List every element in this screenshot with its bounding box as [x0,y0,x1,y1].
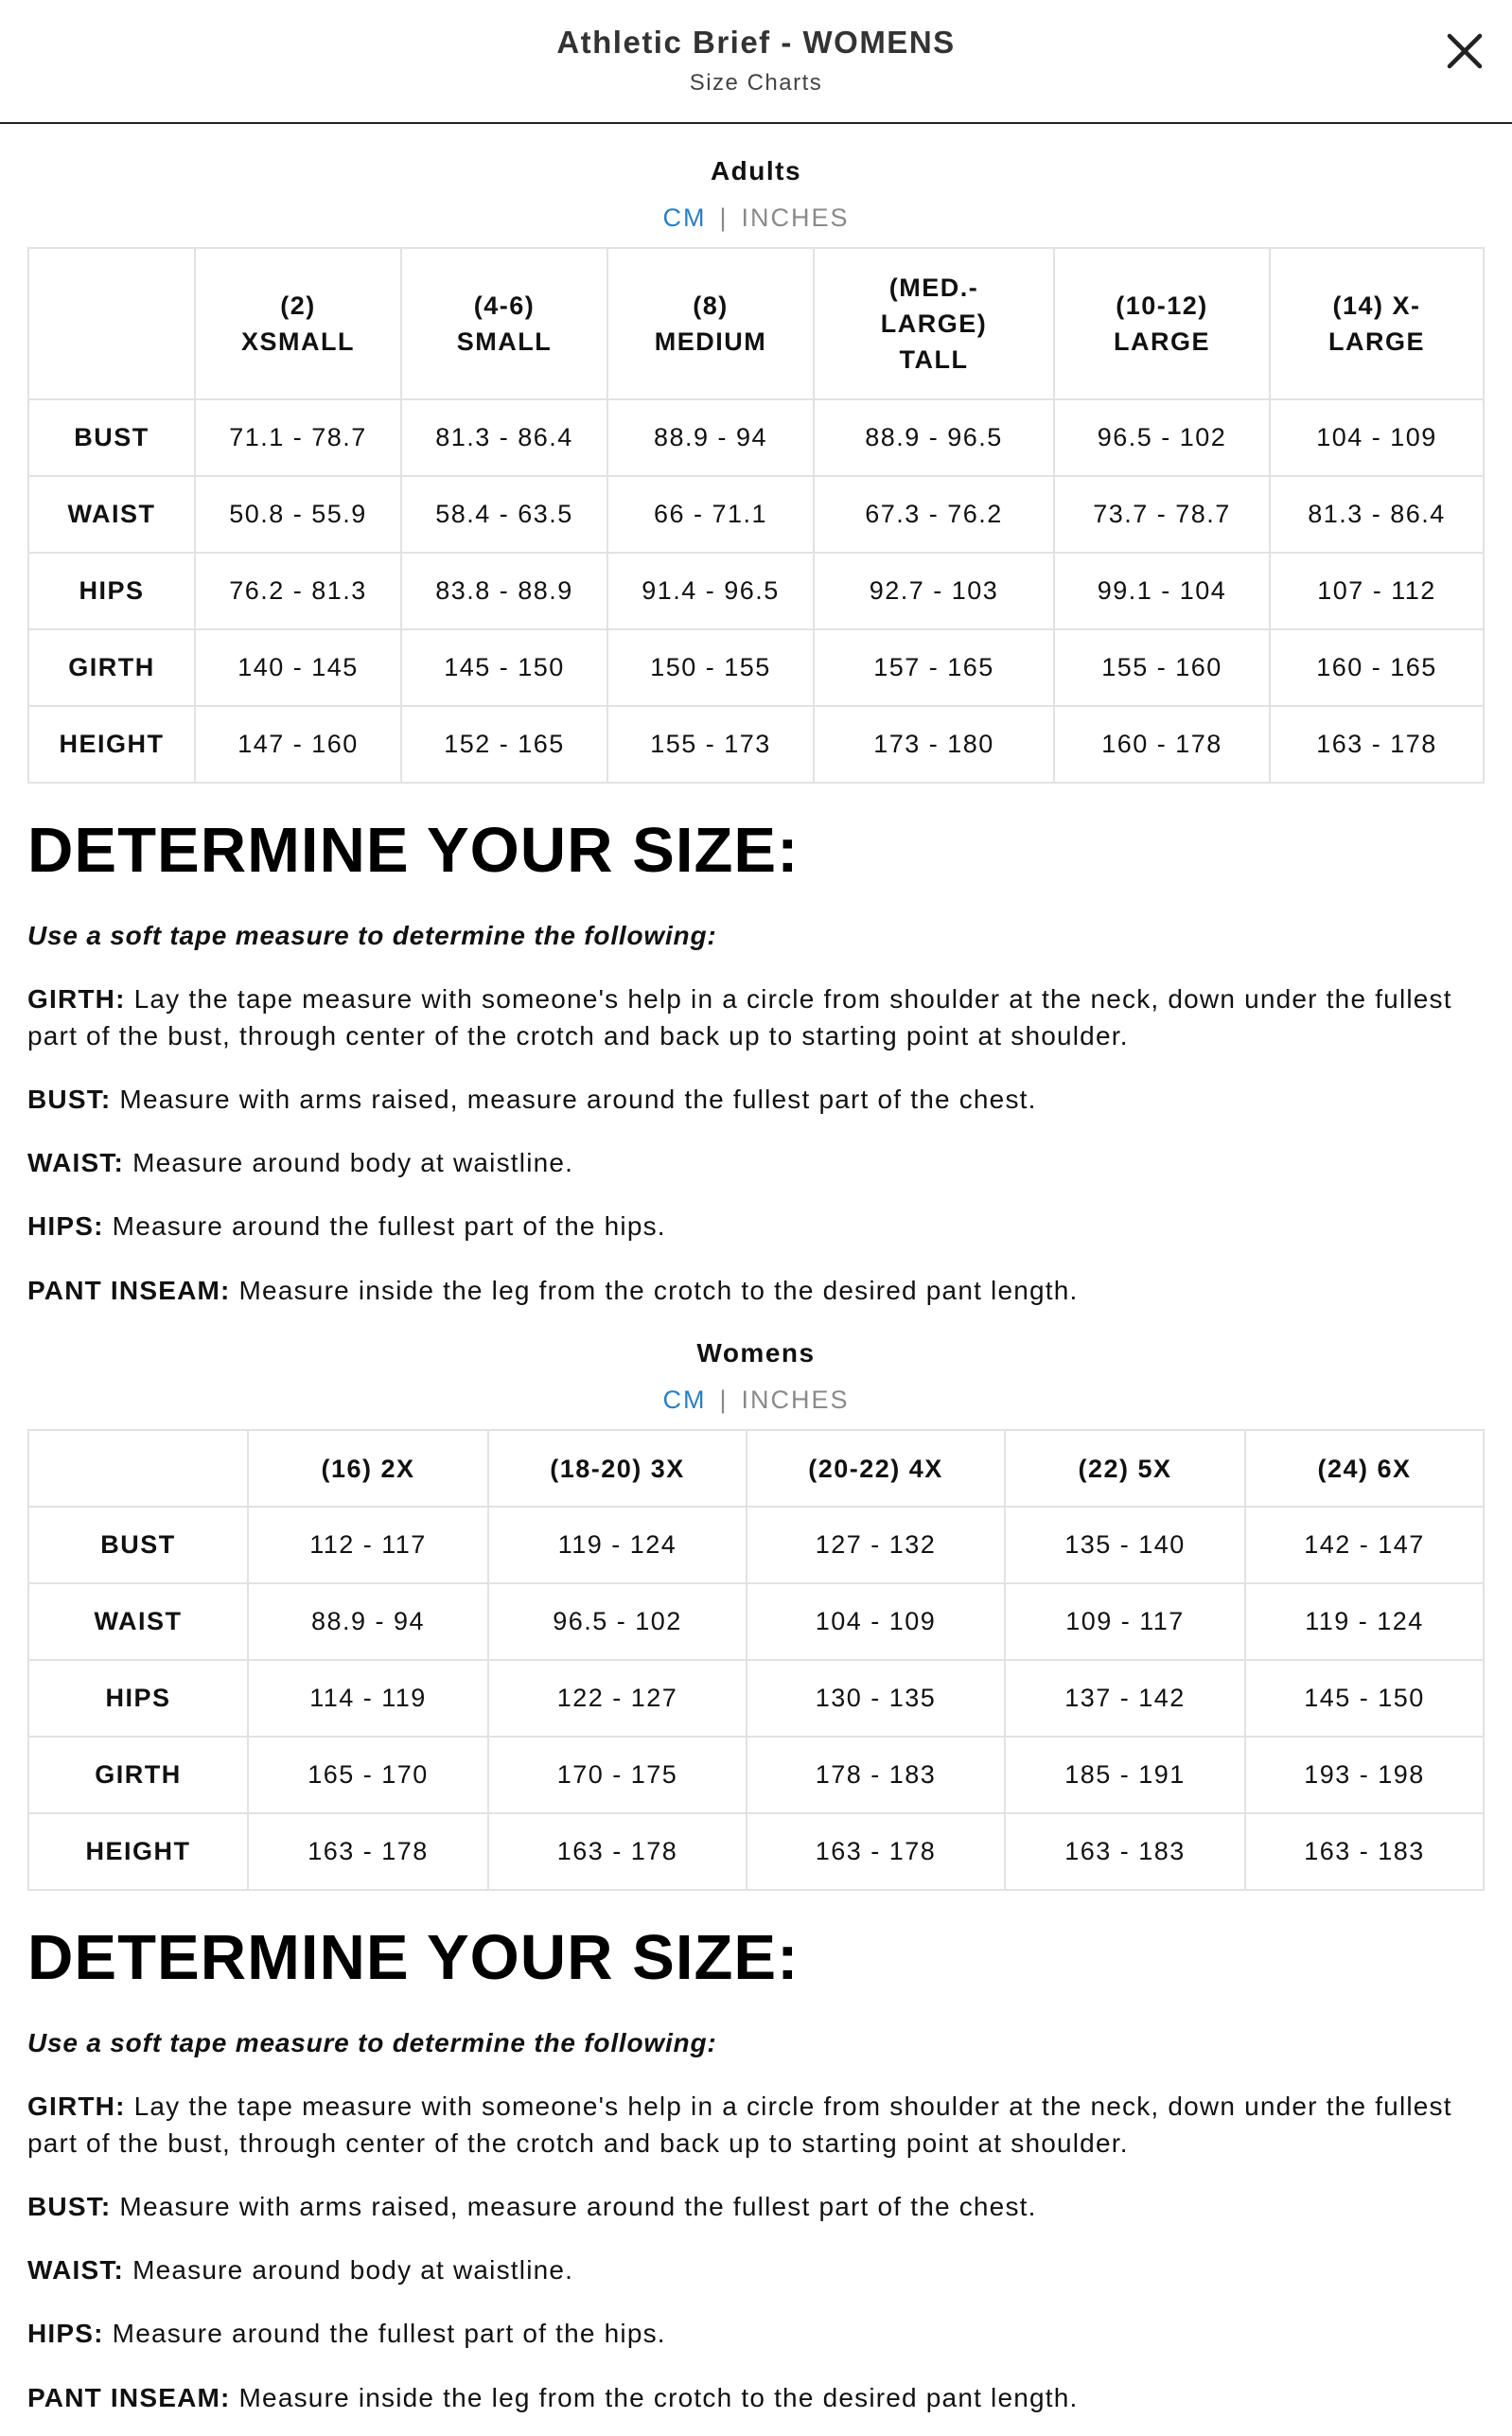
table-cell: 88.9 - 94 [607,399,814,476]
determine-heading: DETERMINE YOUR SIZE: [27,815,800,886]
womens-section-title: Womens [696,1338,816,1368]
table-row [28,1737,1484,1813]
measure-text: Measure around the fullest part of the hips. [103,1211,666,1241]
column-header [1054,248,1270,399]
table-cell: 114 - 119 [248,1660,488,1737]
table-cell: 107 - 112 [1270,553,1484,629]
column-header-line: TALL [899,345,969,374]
table-cell: 155 - 160 [1054,629,1270,706]
table-cell: 185 - 191 [1005,1737,1245,1813]
row-label: GIRTH [28,629,195,706]
table-row [28,706,1484,783]
unit-inches-button[interactable]: INCHES [741,203,850,232]
column-header-line: (MED.- [888,274,979,302]
table-cell: 99.1 - 104 [1054,553,1270,629]
determine-intro: Use a soft tape measure to determine the following: [27,2028,717,2057]
unit-separator: | [719,1386,729,1414]
table-cell: 91.4 - 96.5 [607,553,814,629]
measure-text: Measure around the fullest part of the hips. [103,2319,666,2348]
table-cell: 71.1 - 78.7 [195,399,401,476]
adults-unit-toggle [0,203,1512,233]
measure-term: BUST: [27,1085,112,1114]
header-corner-cell [28,1430,248,1507]
page-title: Athletic Brief - WOMENS [556,25,956,60]
table-cell: 150 - 155 [607,629,814,706]
determine-intro: Use a soft tape measure to determine the following: [27,921,717,950]
row-label: WAIST [28,1583,248,1660]
table-cell: 88.9 - 94 [248,1583,488,1660]
measure-term: PANT INSEAM: [27,2383,231,2412]
table-cell: 88.9 - 96.5 [814,399,1054,476]
row-label: GIRTH [28,1737,248,1813]
measure-text: Measure inside the leg from the crotch to the desired pant length. [230,1276,1079,1305]
table-cell: 67.3 - 76.2 [814,476,1054,553]
header-corner-cell [28,248,195,399]
measure-term: HIPS: [27,2319,104,2348]
column-header [1270,248,1484,399]
table-row [28,1583,1484,1660]
measure-term: WAIST: [27,1148,125,1177]
column-header [401,248,607,399]
column-header [814,248,1054,399]
table-cell: 58.4 - 63.5 [401,476,607,553]
measure-instruction [27,1144,1489,1181]
column-header-line: LARGE [1114,327,1210,356]
column-header-line: (10-12) [1116,291,1208,320]
womens-size-table [27,1429,1485,1891]
measure-text: Lay the tape measure with someone's help in a circle from shoulder at the neck, down under the fullest part of the bust, through center of the crotch and back up to starting point at shoulder. [27,984,1452,1050]
unit-cm-button[interactable]: CM [662,1386,707,1414]
column-header-line: (24) 6X [1317,1454,1412,1483]
table-cell: 170 - 175 [488,1737,747,1813]
table-cell: 81.3 - 86.4 [1270,476,1484,553]
measure-instruction [27,1081,1489,1118]
table-cell: 104 - 109 [747,1583,1005,1660]
column-header-line: (16) 2X [321,1454,415,1483]
table-cell: 66 - 71.1 [607,476,814,553]
measure-instruction [27,980,1489,1054]
measure-instruction [27,2315,1489,2352]
column-header-line: (22) 5X [1078,1454,1172,1483]
column-header-line: (4-6) [473,291,536,320]
measure-text: Measure with arms raised, measure around the fullest part of the chest. [111,2192,1037,2221]
table-cell: 147 - 160 [195,706,401,783]
measure-text: Measure with arms raised, measure around the fullest part of the chest. [111,1085,1037,1114]
table-cell: 155 - 173 [607,706,814,783]
adults-section-title: Adults [710,156,802,185]
table-cell: 137 - 142 [1005,1660,1245,1737]
table-header-row [28,1430,1484,1507]
column-header-line: (20-22) 4X [808,1454,943,1483]
table-cell: 163 - 183 [1245,1813,1484,1890]
row-label: WAIST [28,476,195,553]
table-row [28,399,1484,476]
column-header-line: MEDIUM [654,327,767,356]
modal-header [0,0,1512,124]
table-cell: 104 - 109 [1270,399,1484,476]
column-header-line: (18-20) 3X [550,1454,685,1483]
measure-text: Measure inside the leg from the crotch to the desired pant length. [230,2383,1079,2412]
table-cell: 119 - 124 [488,1507,747,1583]
measure-text: Measure around body at waistline. [124,1148,574,1177]
table-cell: 92.7 - 103 [814,553,1054,629]
measure-term: PANT INSEAM: [27,1276,231,1305]
measure-term: HIPS: [27,1211,104,1241]
table-cell: 173 - 180 [814,706,1054,783]
table-row [28,476,1484,553]
table-cell: 145 - 150 [1245,1660,1484,1737]
column-header-line: LARGE [1328,327,1425,356]
table-row [28,553,1484,629]
table-cell: 193 - 198 [1245,1737,1484,1813]
table-cell: 130 - 135 [747,1660,1005,1737]
row-label: HIPS [28,1660,248,1737]
table-cell: 152 - 165 [401,706,607,783]
column-header-line: (14) X- [1332,291,1421,320]
table-cell: 81.3 - 86.4 [401,399,607,476]
table-row [28,1507,1484,1583]
womens-unit-toggle [0,1386,1512,1415]
row-label: BUST [28,1507,248,1583]
measure-text: Measure around body at waistline. [124,2255,574,2285]
table-cell: 142 - 147 [1245,1507,1484,1583]
column-header [248,1430,488,1507]
row-label: BUST [28,399,195,476]
table-cell: 127 - 132 [747,1507,1005,1583]
table-cell: 163 - 178 [1270,706,1484,783]
measure-instruction [27,2188,1489,2225]
measure-instruction [27,2088,1489,2162]
column-header-line: (8) [693,291,729,320]
table-cell: 73.7 - 78.7 [1054,476,1270,553]
table-cell: 122 - 127 [488,1660,747,1737]
column-header [488,1430,747,1507]
table-cell: 163 - 178 [248,1813,488,1890]
measure-instruction [27,1208,1489,1244]
measure-instruction [27,1272,1489,1309]
table-row [28,1813,1484,1890]
table-cell: 50.8 - 55.9 [195,476,401,553]
table-cell: 160 - 165 [1270,629,1484,706]
row-label: HEIGHT [28,1813,248,1890]
table-cell: 83.8 - 88.9 [401,553,607,629]
table-cell: 163 - 183 [1005,1813,1245,1890]
measure-text: Lay the tape measure with someone's help in a circle from shoulder at the neck, down under the fullest part of the bust, through center of the crotch and back up to starting point at shoulder. [27,2092,1452,2158]
column-header [1005,1430,1245,1507]
unit-cm-button[interactable]: CM [662,203,707,232]
close-icon[interactable] [1444,30,1486,72]
column-header [607,248,814,399]
table-row [28,1660,1484,1737]
table-cell: 109 - 117 [1005,1583,1245,1660]
unit-separator: | [719,203,729,232]
table-cell: 112 - 117 [248,1507,488,1583]
measure-term: BUST: [27,2192,112,2221]
measure-term: GIRTH: [27,984,126,1014]
table-cell: 96.5 - 102 [488,1583,747,1660]
table-cell: 119 - 124 [1245,1583,1484,1660]
column-header-line: XSMALL [241,327,355,356]
table-cell: 157 - 165 [814,629,1054,706]
table-cell: 145 - 150 [401,629,607,706]
unit-inches-button[interactable]: INCHES [741,1386,850,1414]
table-cell: 135 - 140 [1005,1507,1245,1583]
measure-term: WAIST: [27,2255,125,2285]
row-label: HIPS [28,553,195,629]
column-header [747,1430,1005,1507]
row-label: HEIGHT [28,706,195,783]
table-header-row [28,248,1484,399]
measure-instruction [27,2379,1489,2416]
table-row [28,629,1484,706]
table-cell: 96.5 - 102 [1054,399,1270,476]
table-cell: 165 - 170 [248,1737,488,1813]
measure-instruction [27,2251,1489,2288]
table-cell: 163 - 178 [488,1813,747,1890]
column-header-line: SMALL [456,327,553,356]
determine-heading: DETERMINE YOUR SIZE: [27,1922,800,1993]
table-cell: 140 - 145 [195,629,401,706]
page-subtitle: Size Charts [689,70,823,96]
table-cell: 178 - 183 [747,1737,1005,1813]
column-header-line: LARGE) [880,309,988,338]
table-cell: 76.2 - 81.3 [195,553,401,629]
table-cell: 160 - 178 [1054,706,1270,783]
column-header-line: (2) [280,291,316,320]
column-header [1245,1430,1484,1507]
measure-term: GIRTH: [27,2092,126,2121]
adults-size-table [27,247,1485,784]
column-header [195,248,401,399]
table-cell: 163 - 178 [747,1813,1005,1890]
